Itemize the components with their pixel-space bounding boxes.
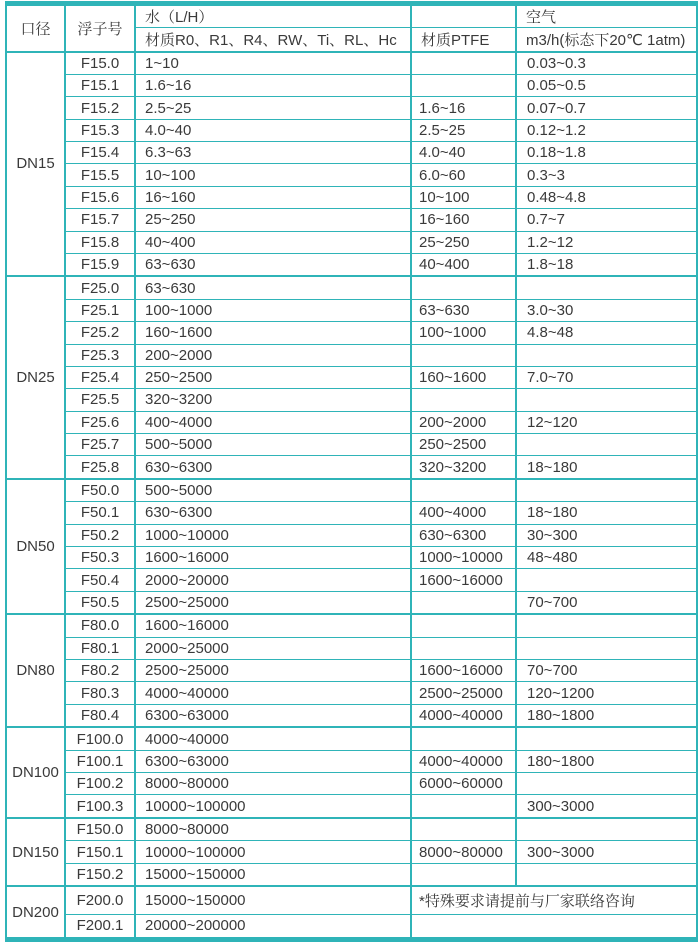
table-row: [6, 389, 697, 411]
water-r-range-cell: 250~2500: [135, 366, 411, 388]
table-header: [6, 4, 697, 52]
float-no-cell: F100.1: [65, 750, 135, 772]
table-row: [6, 886, 697, 914]
flow-range-table: [5, 1, 698, 942]
float-no-cell: F15.4: [65, 142, 135, 164]
water-r-range-cell: 6300~63000: [135, 750, 411, 772]
water-r-range-cell: 15000~150000: [135, 886, 411, 914]
water-r-range-cell: 16~160: [135, 186, 411, 208]
air-range-cell: [516, 389, 697, 411]
water-r-range-cell: 25~250: [135, 209, 411, 231]
table-row: [6, 614, 697, 637]
water-r-range-cell: 2.5~25: [135, 97, 411, 119]
table-row: [6, 276, 697, 299]
table-row: [6, 344, 697, 366]
water-r-range-cell: 6.3~63: [135, 142, 411, 164]
table-row: [6, 727, 697, 750]
water-r-range-cell: 500~5000: [135, 433, 411, 455]
float-no-cell: F150.2: [65, 863, 135, 886]
water-ptfe-range-cell: [411, 614, 516, 637]
diameter-cell: DN100: [6, 727, 65, 818]
air-range-cell: 70~700: [516, 591, 697, 614]
header-row-1: [6, 4, 697, 28]
water-ptfe-range-cell: 250~2500: [411, 433, 516, 455]
water-r-range-cell: 2000~20000: [135, 569, 411, 591]
table-row: [6, 569, 697, 591]
air-range-cell: 18~180: [516, 502, 697, 524]
water-ptfe-range-cell: 8000~80000: [411, 841, 516, 863]
float-no-cell: F50.5: [65, 591, 135, 614]
water-ptfe-range-cell: 4000~40000: [411, 750, 516, 772]
diameter-cell: DN15: [6, 52, 65, 277]
water-r-range-cell: 100~1000: [135, 299, 411, 321]
water-ptfe-range-cell: 10~100: [411, 186, 516, 208]
header-water-material-r: 材质R0、R1、R4、RW、Ti、RL、Hc: [135, 28, 411, 52]
water-ptfe-range-cell: [411, 591, 516, 614]
air-range-cell: [516, 863, 697, 886]
float-no-cell: F15.0: [65, 52, 135, 75]
water-ptfe-range-cell: [411, 637, 516, 659]
air-range-cell: [516, 614, 697, 637]
table-row: [6, 524, 697, 546]
water-r-range-cell: 10~100: [135, 164, 411, 186]
diameter-cell: DN50: [6, 479, 65, 614]
water-r-range-cell: 10000~100000: [135, 841, 411, 863]
float-no-cell: F100.3: [65, 795, 135, 818]
water-r-range-cell: 40~400: [135, 231, 411, 253]
water-ptfe-range-cell: 2.5~25: [411, 119, 516, 141]
air-range-cell: 4.8~48: [516, 322, 697, 344]
water-r-range-cell: 320~3200: [135, 389, 411, 411]
table-row: [6, 186, 697, 208]
water-r-range-cell: 1600~16000: [135, 547, 411, 569]
water-r-range-cell: 630~6300: [135, 456, 411, 479]
float-no-cell: F80.2: [65, 660, 135, 682]
water-ptfe-range-cell: 630~6300: [411, 524, 516, 546]
float-no-cell: F80.3: [65, 682, 135, 704]
water-ptfe-range-cell: [411, 389, 516, 411]
air-range-cell: 18~180: [516, 456, 697, 479]
header-water: 水（L/H）: [135, 4, 411, 28]
air-range-cell: [516, 569, 697, 591]
water-ptfe-range-cell: [411, 795, 516, 818]
note-cell: [411, 914, 697, 939]
water-ptfe-range-cell: 63~630: [411, 299, 516, 321]
float-no-cell: F80.1: [65, 637, 135, 659]
header-float-no: 浮子号: [65, 4, 135, 52]
table-row: [6, 637, 697, 659]
float-no-cell: F200.1: [65, 914, 135, 939]
table-row: [6, 456, 697, 479]
float-no-cell: F25.5: [65, 389, 135, 411]
air-range-cell: 0.48~4.8: [516, 186, 697, 208]
table-row: [6, 704, 697, 727]
table-row: [6, 231, 697, 253]
table-row: [6, 52, 697, 75]
float-no-cell: F80.4: [65, 704, 135, 727]
table-row: [6, 366, 697, 388]
air-range-cell: 0.3~3: [516, 164, 697, 186]
diameter-cell: DN200: [6, 886, 65, 939]
water-ptfe-range-cell: 100~1000: [411, 322, 516, 344]
water-r-range-cell: 8000~80000: [135, 818, 411, 841]
air-range-cell: [516, 818, 697, 841]
water-r-range-cell: 4.0~40: [135, 119, 411, 141]
float-no-cell: F150.1: [65, 841, 135, 863]
air-range-cell: 300~3000: [516, 841, 697, 863]
diameter-cell: DN150: [6, 818, 65, 886]
water-ptfe-range-cell: [411, 818, 516, 841]
table-row: [6, 863, 697, 886]
water-ptfe-range-cell: 1000~10000: [411, 547, 516, 569]
float-no-cell: F50.1: [65, 502, 135, 524]
water-r-range-cell: 63~630: [135, 276, 411, 299]
air-range-cell: 0.7~7: [516, 209, 697, 231]
header-water-material-ptfe: 材质PTFE: [411, 28, 516, 52]
table-row: [6, 97, 697, 119]
air-range-cell: 300~3000: [516, 795, 697, 818]
water-ptfe-range-cell: 6000~60000: [411, 773, 516, 795]
air-range-cell: 0.12~1.2: [516, 119, 697, 141]
water-ptfe-range-cell: [411, 344, 516, 366]
table-row: [6, 299, 697, 321]
air-range-cell: 0.03~0.3: [516, 52, 697, 75]
water-ptfe-range-cell: 1600~16000: [411, 569, 516, 591]
diameter-cell: DN80: [6, 614, 65, 727]
float-no-cell: F50.2: [65, 524, 135, 546]
table-row: [6, 209, 697, 231]
table-row: [6, 914, 697, 939]
air-range-cell: 180~1800: [516, 704, 697, 727]
float-no-cell: F200.0: [65, 886, 135, 914]
table-row: [6, 682, 697, 704]
water-ptfe-range-cell: 320~3200: [411, 456, 516, 479]
water-r-range-cell: 4000~40000: [135, 727, 411, 750]
table-row: [6, 164, 697, 186]
water-ptfe-range-cell: 400~4000: [411, 502, 516, 524]
air-range-cell: [516, 637, 697, 659]
table-row: [6, 547, 697, 569]
air-range-cell: 48~480: [516, 547, 697, 569]
note-cell: *特殊要求请提前与厂家联络咨询: [411, 886, 697, 914]
float-no-cell: F50.3: [65, 547, 135, 569]
header-diameter: 口径: [6, 4, 65, 52]
air-range-cell: 180~1800: [516, 750, 697, 772]
water-r-range-cell: 200~2000: [135, 344, 411, 366]
float-no-cell: F15.7: [65, 209, 135, 231]
table-row: [6, 841, 697, 863]
air-range-cell: 12~120: [516, 411, 697, 433]
air-range-cell: 0.07~0.7: [516, 97, 697, 119]
water-ptfe-range-cell: 4000~40000: [411, 704, 516, 727]
water-r-range-cell: 1~10: [135, 52, 411, 75]
air-range-cell: [516, 344, 697, 366]
diameter-cell: DN25: [6, 276, 65, 478]
float-no-cell: F15.6: [65, 186, 135, 208]
float-no-cell: F50.0: [65, 479, 135, 502]
water-r-range-cell: 8000~80000: [135, 773, 411, 795]
table-row: [6, 74, 697, 96]
float-no-cell: F25.7: [65, 433, 135, 455]
water-r-range-cell: 4000~40000: [135, 682, 411, 704]
table-row: [6, 818, 697, 841]
air-range-cell: [516, 727, 697, 750]
water-r-range-cell: 2500~25000: [135, 591, 411, 614]
air-range-cell: 1.2~12: [516, 231, 697, 253]
table-row: [6, 142, 697, 164]
float-no-cell: F15.1: [65, 74, 135, 96]
air-range-cell: [516, 479, 697, 502]
air-range-cell: 30~300: [516, 524, 697, 546]
float-no-cell: F15.3: [65, 119, 135, 141]
air-range-cell: 0.18~1.8: [516, 142, 697, 164]
float-no-cell: F25.1: [65, 299, 135, 321]
water-r-range-cell: 20000~200000: [135, 914, 411, 939]
air-range-cell: [516, 433, 697, 455]
water-ptfe-range-cell: 6.0~60: [411, 164, 516, 186]
air-range-cell: [516, 773, 697, 795]
float-no-cell: F15.5: [65, 164, 135, 186]
water-ptfe-range-cell: 16~160: [411, 209, 516, 231]
table-row: [6, 253, 697, 276]
float-no-cell: F25.2: [65, 322, 135, 344]
table-row: [6, 433, 697, 455]
table-row: [6, 660, 697, 682]
table-row: [6, 750, 697, 772]
water-ptfe-range-cell: [411, 74, 516, 96]
table-row: [6, 795, 697, 818]
table-row: [6, 502, 697, 524]
water-r-range-cell: 10000~100000: [135, 795, 411, 818]
water-ptfe-range-cell: 160~1600: [411, 366, 516, 388]
table-row: [6, 119, 697, 141]
float-no-cell: F25.6: [65, 411, 135, 433]
water-ptfe-range-cell: 1.6~16: [411, 97, 516, 119]
float-no-cell: F15.8: [65, 231, 135, 253]
float-no-cell: F50.4: [65, 569, 135, 591]
float-no-cell: F25.0: [65, 276, 135, 299]
table-row: [6, 411, 697, 433]
water-r-range-cell: 500~5000: [135, 479, 411, 502]
air-range-cell: 7.0~70: [516, 366, 697, 388]
float-no-cell: F25.8: [65, 456, 135, 479]
float-no-cell: F100.2: [65, 773, 135, 795]
float-no-cell: F15.9: [65, 253, 135, 276]
water-ptfe-range-cell: 200~2000: [411, 411, 516, 433]
header-water-spacer: [411, 4, 516, 28]
water-r-range-cell: 400~4000: [135, 411, 411, 433]
air-range-cell: 120~1200: [516, 682, 697, 704]
water-r-range-cell: 1600~16000: [135, 614, 411, 637]
water-r-range-cell: 630~6300: [135, 502, 411, 524]
water-ptfe-range-cell: [411, 863, 516, 886]
float-no-cell: F150.0: [65, 818, 135, 841]
float-no-cell: F80.0: [65, 614, 135, 637]
water-r-range-cell: 15000~150000: [135, 863, 411, 886]
table-row: [6, 591, 697, 614]
water-ptfe-range-cell: [411, 52, 516, 75]
water-ptfe-range-cell: [411, 727, 516, 750]
water-r-range-cell: 1.6~16: [135, 74, 411, 96]
float-no-cell: F100.0: [65, 727, 135, 750]
header-air: 空气: [516, 4, 697, 28]
water-ptfe-range-cell: 4.0~40: [411, 142, 516, 164]
water-ptfe-range-cell: 25~250: [411, 231, 516, 253]
float-no-cell: F25.3: [65, 344, 135, 366]
water-ptfe-range-cell: [411, 276, 516, 299]
table-row: [6, 773, 697, 795]
float-no-cell: F15.2: [65, 97, 135, 119]
float-no-cell: F25.4: [65, 366, 135, 388]
water-r-range-cell: 2000~25000: [135, 637, 411, 659]
water-r-range-cell: 1000~10000: [135, 524, 411, 546]
water-ptfe-range-cell: 40~400: [411, 253, 516, 276]
water-r-range-cell: 160~1600: [135, 322, 411, 344]
table-row: [6, 322, 697, 344]
water-r-range-cell: 63~630: [135, 253, 411, 276]
air-range-cell: 0.05~0.5: [516, 74, 697, 96]
water-ptfe-range-cell: [411, 479, 516, 502]
air-range-cell: 1.8~18: [516, 253, 697, 276]
air-range-cell: 3.0~30: [516, 299, 697, 321]
water-ptfe-range-cell: 1600~16000: [411, 660, 516, 682]
water-r-range-cell: 6300~63000: [135, 704, 411, 727]
header-air-unit: m3/h(标态下20℃ 1atm): [516, 28, 697, 52]
table-body: [6, 52, 697, 940]
water-ptfe-range-cell: 2500~25000: [411, 682, 516, 704]
air-range-cell: [516, 276, 697, 299]
air-range-cell: 70~700: [516, 660, 697, 682]
table-row: [6, 479, 697, 502]
water-r-range-cell: 2500~25000: [135, 660, 411, 682]
